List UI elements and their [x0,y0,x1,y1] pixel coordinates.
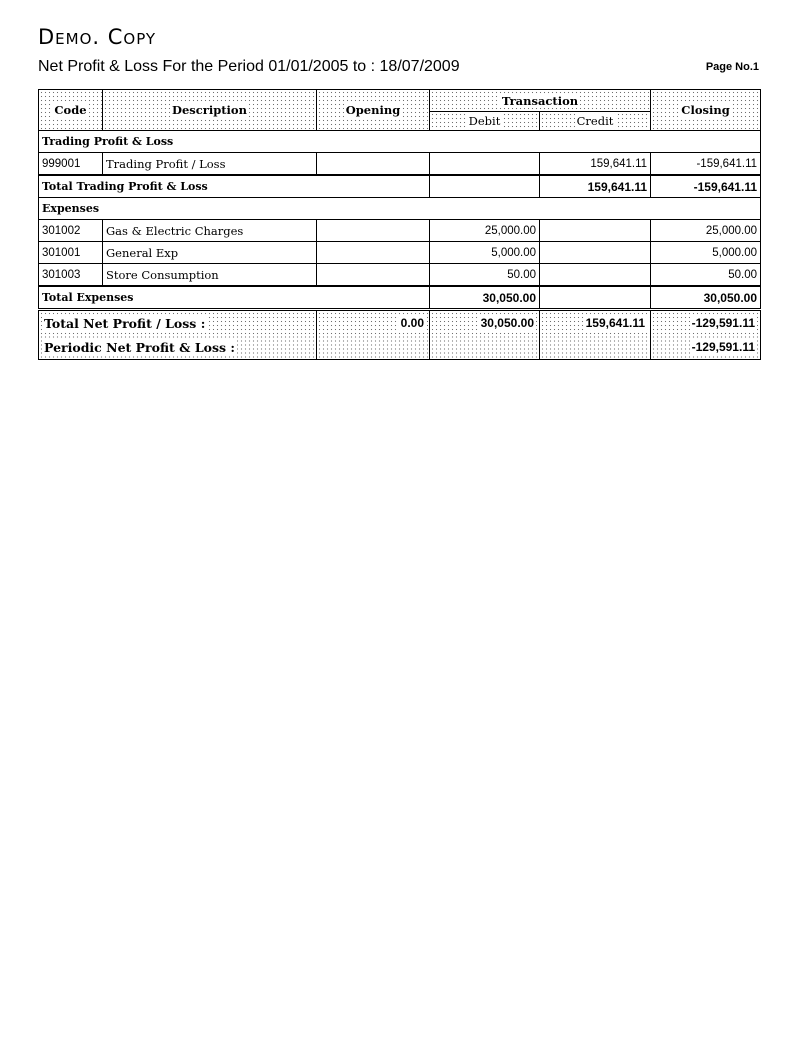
column-header-closing: Closing [651,90,761,131]
table-row [39,264,761,287]
account-code: 999001 [39,153,103,176]
closing-value: 25,000.00 [651,220,761,242]
group-total-row [39,286,761,310]
group-name: Expenses [39,198,761,220]
account-code: 301001 [39,242,103,264]
periodic-profit-row [39,335,761,360]
column-header-opening: Opening [317,90,430,131]
credit-value [540,220,651,242]
table-row [39,242,761,264]
group-header-row [39,131,761,153]
account-code: 301002 [39,220,103,242]
credit-value: 159,641.11 [540,153,651,176]
account-description: Trading Profit / Loss [103,153,317,176]
opening-value [317,220,430,242]
account-description: Gas & Electric Charges [103,220,317,242]
net-profit-credit: 159,641.11 [540,310,651,336]
group-total-closing: 30,050.00 [651,286,761,310]
group-name: Trading Profit & Loss [39,131,761,153]
debit-value: 5,000.00 [430,242,540,264]
opening-value [317,264,430,287]
periodic-profit-credit [540,335,651,360]
group-total-credit: 159,641.11 [540,175,651,198]
credit-value [540,264,651,287]
group-header-row [39,198,761,220]
debit-value: 50.00 [430,264,540,287]
debit-value: 25,000.00 [430,220,540,242]
net-profit-row [39,310,761,336]
group-total-debit [430,175,540,198]
net-profit-debit: 30,050.00 [430,310,540,336]
group-total-row [39,175,761,198]
column-header-credit: Credit [540,112,651,131]
account-description: Store Consumption [103,264,317,287]
group-total-closing: -159,641.11 [651,175,761,198]
periodic-profit-opening [317,335,430,360]
account-code: 301003 [39,264,103,287]
table-row [39,220,761,242]
credit-value [540,242,651,264]
profit-loss-table [38,89,761,360]
column-header-code: Code [39,90,103,131]
column-header-transaction: Transaction [430,90,651,112]
report-title: Net Profit & Loss For the Period 01/01/2005 to : 18/07/2009 [38,58,460,75]
group-total-credit [540,286,651,310]
periodic-profit-debit [430,335,540,360]
periodic-profit-closing: -129,591.11 [651,335,761,360]
group-total-label: Total Trading Profit & Loss [39,175,430,198]
column-header-debit: Debit [430,112,540,131]
page-number: Page No.1 [705,61,759,73]
closing-value: -159,641.11 [651,153,761,176]
opening-value [317,153,430,176]
debit-value [430,153,540,176]
closing-value: 50.00 [651,264,761,287]
account-description: General Exp [103,242,317,264]
company-name: Demo. Copy [38,25,157,49]
column-header-description: Description [103,90,317,131]
opening-value [317,242,430,264]
closing-value: 5,000.00 [651,242,761,264]
net-profit-opening: 0.00 [317,310,430,336]
group-total-label: Total Expenses [39,286,430,310]
net-profit-label: Total Net Profit / Loss : [39,310,317,336]
table-row [39,153,761,176]
periodic-profit-label: Periodic Net Profit & Loss : [39,335,317,360]
net-profit-closing: -129,591.11 [651,310,761,336]
group-total-debit: 30,050.00 [430,286,540,310]
